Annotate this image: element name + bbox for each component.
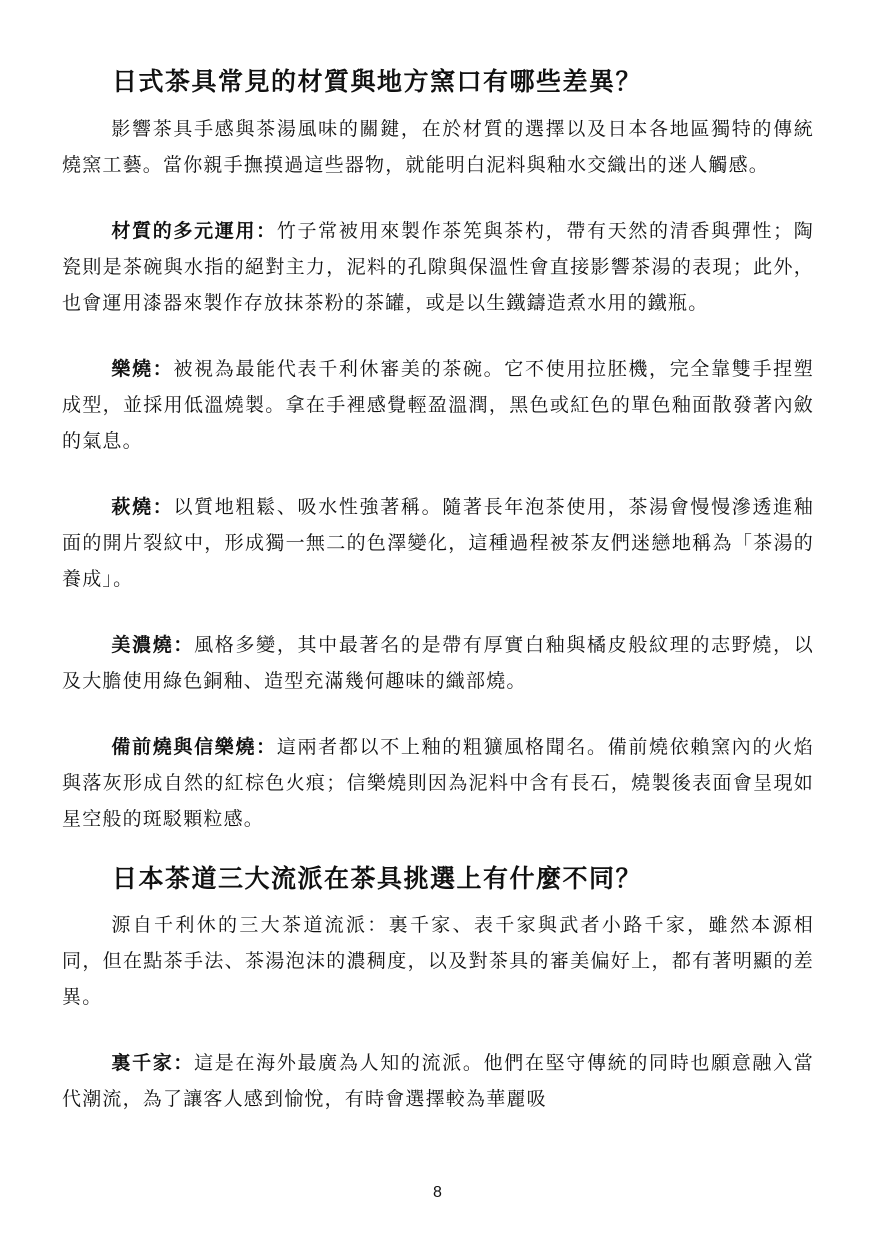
section-intro-paragraph: 影響茶具手感與茶湯風味的關鍵，在於材質的選擇以及日本各地區獨特的傳統燒窯工藝。當你親手撫摸過這些器物，就能明白泥料與釉水交織出的迷人觸感。 bbox=[62, 118, 814, 176]
term-raku: 樂燒： bbox=[111, 358, 174, 380]
paragraph-raku bbox=[62, 351, 814, 459]
paragraph-materials bbox=[62, 213, 814, 321]
paragraph-hagi bbox=[62, 489, 814, 597]
paragraph-mino bbox=[62, 627, 814, 699]
term-urasenke: 裏千家： bbox=[111, 1052, 195, 1074]
section-intro-paragraph-schools: 源自千利休的三大茶道流派：裏千家、表千家與武者小路千家，雖然本源相同，但在點茶手法、茶湯泡沫的濃稠度，以及對茶具的審美偏好上，都有著明顯的差異。 bbox=[62, 914, 814, 1008]
document-page bbox=[62, 62, 814, 1117]
term-mino: 美濃燒： bbox=[111, 634, 195, 656]
text-hagi: 以質地粗鬆、吸水性強著稱。隨著長年泡茶使用，茶湯會慢慢滲透進釉面的開片裂紋中，形成獨一無二的色澤變化，這種過程被茶友們迷戀地稱為「茶湯的養成」。 bbox=[62, 496, 815, 590]
term-materials: 材質的多元運用： bbox=[111, 220, 277, 242]
paragraph-bizen-shigaraki bbox=[62, 729, 814, 837]
text-materials: 竹子常被用來製作茶筅與茶杓，帶有天然的清香與彈性；陶瓷則是茶碗與水指的絕對主力，泥料的孔隙與保溫性會直接影響茶湯的表現；此外，也會運用漆器來製作存放抹茶粉的茶罐，或是以生鐵鑄造煮水用的鐵瓶。 bbox=[62, 220, 814, 314]
text-mino: 風格多變，其中最著名的是帶有厚實白釉與橘皮般紋理的志野燒，以及大膽使用綠色銅釉、造型充滿幾何趣味的織部燒。 bbox=[62, 634, 814, 692]
term-bizen-shigaraki: 備前燒與信樂燒： bbox=[111, 736, 277, 758]
section-heading-tea-materials: 日式茶具常見的材質與地方窯口有哪些差異？ bbox=[112, 67, 643, 96]
text-raku: 被視為最能代表千利休審美的茶碗。它不使用拉胚機，完全靠雙手捏塑成型，並採用低溫燒製。拿在手裡感覺輕盈溫潤，黑色或紅色的單色釉面散發著內斂的氣息。 bbox=[62, 358, 815, 452]
term-hagi: 萩燒： bbox=[111, 496, 174, 518]
text-bizen-shigaraki: 這兩者都以不上釉的粗獷風格聞名。備前燒依賴窯內的火焰與落灰形成自然的紅棕色火痕；信樂燒則因為泥料中含有長石，燒製後表面會呈現如星空般的斑駁顆粒感。 bbox=[62, 736, 814, 830]
section-heading-tea-schools: 日本茶道三大流派在茶具挑選上有什麼不同？ bbox=[112, 864, 643, 893]
text-urasenke: 這是在海外最廣為人知的流派。他們在堅守傳統的同時也願意融入當代潮流，為了讓客人感到愉悅，有時會選擇較為華麗吸 bbox=[62, 1052, 814, 1110]
page-number: 8 bbox=[433, 1184, 442, 1201]
paragraph-urasenke bbox=[62, 1045, 814, 1117]
